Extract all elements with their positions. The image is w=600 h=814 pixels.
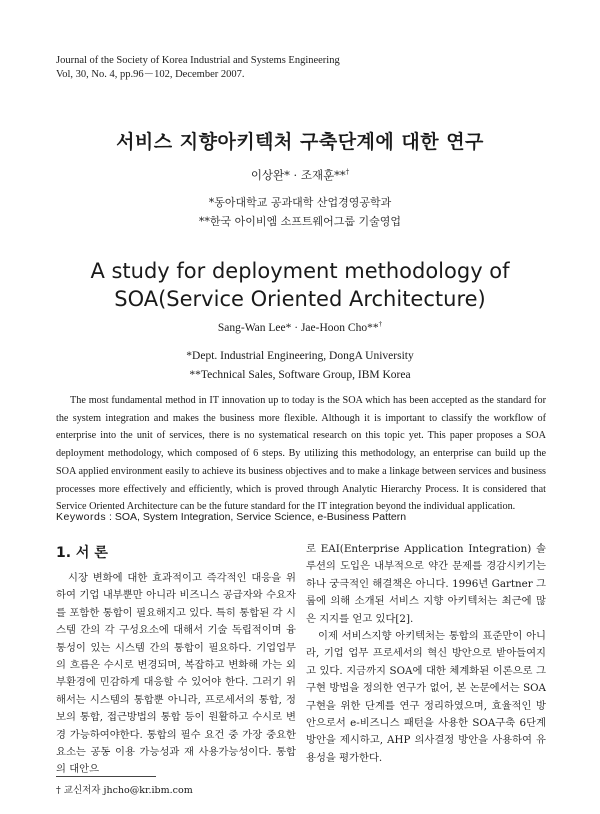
english-title <box>0 257 600 313</box>
footnote-mark: † <box>56 785 61 796</box>
english-authors <box>0 320 600 334</box>
english-affiliations <box>0 347 600 385</box>
body-column-right <box>306 541 546 767</box>
body-paragraph: 시장 변화에 대한 효과적이고 즉각적인 대응을 위하여 기업 내부뿐만 아니라 비즈니스 공급자와 수요자를 포함한 통합이 필요해지고 있다. 특히 통합된 각 시스템 간의 각 구성요소에 대해서 기술 독립적이며 융통성이 있는 시스템 간의 통합이 필요하다. 기업업무의 흐름은 수시로 변경되며, 복잡하고 변화해 가는 외부환경에 민감하게 대응할 수 있어야 한다. 그러기 위해서는 시스템의 통합뿐 아니라, 프로세서의 통합, 정보의 통합, 접근방법의 통합 등이 원활하고 수시로 변경 가능하여야한다. 통합의 필수 요건 중 가장 중요한 요소는 공동 이용 가능성과 재 사용가능성이다. 통합의 대안으 <box>56 572 296 776</box>
keywords <box>56 511 406 523</box>
english-corresponding-author-mark: † <box>378 320 383 328</box>
english-title-line-2: SOA(Service Oriented Architecture) <box>114 287 486 311</box>
keywords-text: SOA, System Integration, Service Science, e-Business Pattern <box>114 511 407 523</box>
korean-title: 서비스 지향아키텍처 구축단계에 대한 연구 <box>116 131 484 153</box>
footnote-text: 교신저자 jhcho@kr.ibm.com <box>63 785 193 796</box>
korean-affiliation-1: *동아대학교 공과대학 산업경영공학과 <box>208 196 392 209</box>
keywords-separator: : <box>106 511 115 523</box>
body-paragraph: 이제 서비스지향 아키텍처는 통합의 표준만이 아니라, 기업 업무 프로세서의 혁신 방안으로 받아들여지고 있다. 지금까지 SOA에 대한 체계화된 이론으로 그 구현 방법을 정의한 연구가 없어, 본 논문에서는 SOA 구현을 위한 단계를 연구 정리하였으며, 효율적인 방안으로서 e-비즈니스 패턴을 사용한 SOA구축 6단계 방안을 제시하고, AHP 의사결정 방안을 사용하여 유용성을 평가한다. <box>306 630 546 764</box>
abstract: The most fundamental method in IT innovation up to today is the SOA which has been accepted as the standard for the system integration and makes the business more flexible. Although it is important to classify the workflow of enterprise into the unit of services, there is no systematical research on this topic yet. This paper proposes a SOA deployment methodology, which composed of 6 steps. By utilizing this methodology, an enterprise can build up the SOA applied environment easily to achieve its business objectives and to make a linkage between services and business processes more effectively and efficiently, which is proved through Analytic Hierarchy Process. It is considered that Service Oriented Architecture can be the future standard for the IT integration beyond the individual application. <box>56 395 546 513</box>
english-title-line-1: A study for deployment methodology of <box>90 259 510 283</box>
korean-affiliations <box>0 193 600 231</box>
korean-affiliation-2: **한국 아이비엠 소프트웨어그룹 기술영업 <box>198 215 402 228</box>
section-heading-introduction: 1. 서 론 <box>56 545 108 561</box>
english-author-names: Sang-Wan Lee* · Jae-Hoon Cho** <box>217 321 379 334</box>
body-paragraph-continued: 로 EAI(Enterprise Application Integration) 솔루션의 도입은 내부적으로 약간 문제를 경감시키기는 하나 궁극적인 해결책은 아니다. 1996년 Gartner 그룹에 의해 소개된 서비스 지향 아키텍처는 최근에 많은 지지를 얻고 있다[2]. <box>306 543 546 625</box>
english-affiliation-2: **Technical Sales, Software Group, IBM Korea <box>189 369 411 381</box>
footnote-divider <box>56 776 156 777</box>
journal-volume: Vol, 30, No. 4, pp.96－102, December 2007. <box>56 69 245 80</box>
footnote <box>56 782 193 796</box>
journal-name: Journal of the Society of Korea Industrial and Systems Engineering <box>56 55 340 66</box>
korean-authors <box>0 167 600 183</box>
korean-author-names: 이상완* · 조재훈** <box>250 168 346 182</box>
corresponding-author-mark: † <box>345 168 350 177</box>
journal-header <box>56 54 340 82</box>
body-column-left <box>56 570 296 779</box>
english-affiliation-1: *Dept. Industrial Engineering, DongA University <box>186 350 414 362</box>
keywords-label: Keywords <box>56 511 107 523</box>
